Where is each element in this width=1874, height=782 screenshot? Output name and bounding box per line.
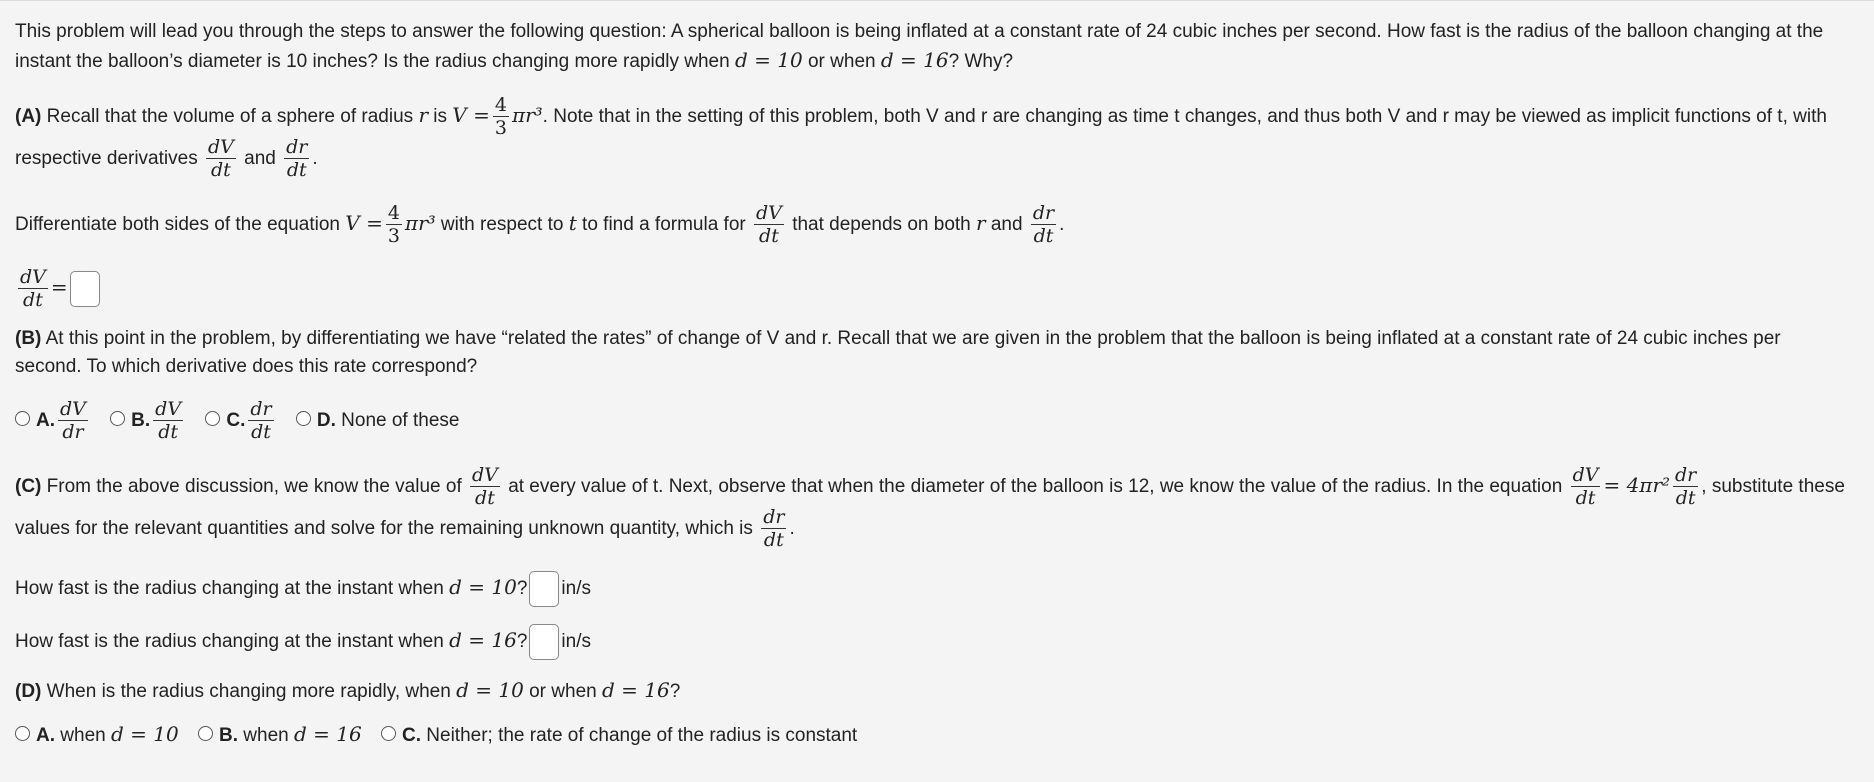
partC-question-1 bbox=[15, 567, 591, 609]
fraction-drdt bbox=[761, 506, 786, 551]
q2-mark: ? bbox=[516, 631, 528, 652]
partD-option-b[interactable] bbox=[198, 721, 362, 749]
fraction-dVdt bbox=[1571, 464, 1601, 509]
option-letter: D. bbox=[316, 410, 336, 431]
math-r: r bbox=[418, 103, 428, 127]
frac-num: dV bbox=[472, 464, 498, 487]
fraction-drdt bbox=[1031, 202, 1056, 247]
partA-answer-row bbox=[15, 259, 102, 317]
fraction-4-3 bbox=[386, 202, 402, 247]
partA-diff-text-5: and bbox=[985, 214, 1023, 235]
frac-den: 3 bbox=[494, 117, 507, 140]
frac-den: 3 bbox=[387, 225, 400, 248]
radio-button[interactable] bbox=[205, 411, 220, 426]
fraction-drdt bbox=[284, 136, 309, 181]
math-d16: d = 16 bbox=[449, 628, 517, 652]
frac-den: dt bbox=[1571, 486, 1601, 509]
math-pi-r3: πr³ bbox=[511, 103, 543, 127]
math-r: r bbox=[976, 211, 986, 235]
frac-num: dr bbox=[286, 136, 308, 159]
option-letter: A. bbox=[36, 410, 55, 431]
frac-num: dV bbox=[756, 202, 782, 225]
q1-text: How fast is the radius changing at the instant when bbox=[15, 578, 450, 599]
frac-den: dt bbox=[284, 158, 309, 181]
frac-num: dV bbox=[207, 136, 234, 159]
math-V-eq: V = bbox=[345, 211, 383, 235]
frac-den: dt bbox=[470, 486, 500, 509]
partB-option-b[interactable] bbox=[110, 393, 186, 449]
partB-option-a[interactable] bbox=[15, 393, 91, 449]
frac-num: dr bbox=[763, 506, 785, 529]
radio-button[interactable] bbox=[15, 726, 30, 741]
partB-text-2: second. To which derivative does this rate correspond? bbox=[15, 356, 478, 377]
option-text: None of these bbox=[341, 410, 460, 431]
period: . bbox=[1059, 214, 1065, 235]
math-d10: d = 10 bbox=[110, 722, 179, 746]
partB-text-1: At this point in the problem, by differentiating we have “related the rates” of change of V and r. Recall that we are given in the problem that the balloon is being inflated at a constant rate of 24 cubic inches per bbox=[41, 328, 1781, 349]
partD-line-1 bbox=[15, 677, 680, 705]
frac-den: dt bbox=[1031, 224, 1056, 247]
math-equals: = bbox=[50, 275, 68, 299]
frac-den: dt bbox=[1673, 486, 1698, 509]
fraction-dVdt bbox=[18, 266, 48, 311]
partC-label: (C) bbox=[15, 476, 42, 497]
rate-d10-input[interactable] bbox=[529, 571, 559, 607]
partD-option-a[interactable] bbox=[15, 721, 179, 749]
intro-text-1: This problem will lead you through the steps to answer the following question: A spherical balloon is being inflated at a constant rate of 24 cubic inches per second. How fast is the radius of the balloon changing at the bbox=[15, 21, 1824, 42]
period: . bbox=[789, 518, 795, 539]
partD-text-3: ? bbox=[669, 681, 681, 702]
fraction-dVdt bbox=[153, 398, 183, 443]
option-letter: C. bbox=[226, 410, 246, 431]
partA-is: is bbox=[428, 106, 453, 127]
fraction-drdt bbox=[248, 398, 273, 443]
partD-text-1: When is the radius changing more rapidly, when bbox=[41, 681, 457, 702]
intro-line-1 bbox=[15, 19, 1823, 45]
option-text: when bbox=[55, 725, 111, 746]
partA-label: (A) bbox=[15, 106, 42, 127]
fraction-drdt bbox=[1673, 464, 1698, 509]
fraction-dVdt bbox=[206, 136, 236, 181]
math-V-eq: V = bbox=[452, 103, 490, 127]
period: . bbox=[312, 148, 318, 169]
partD-label: (D) bbox=[15, 681, 42, 702]
partD-options bbox=[15, 721, 871, 749]
partB-line-1 bbox=[15, 326, 1781, 352]
partA-text-3: respective derivatives bbox=[15, 148, 198, 169]
partC-text-4: values for the relevant quantities and solve for the remaining unknown quantity, which is bbox=[15, 518, 753, 539]
radio-button[interactable] bbox=[110, 411, 125, 426]
radio-button[interactable] bbox=[198, 726, 213, 741]
partB-label: (B) bbox=[15, 328, 42, 349]
frac-num: dr bbox=[250, 398, 272, 421]
fraction-dVdr bbox=[58, 398, 88, 443]
option-letter: B. bbox=[219, 725, 238, 746]
fraction-dVdt bbox=[754, 202, 784, 247]
frac-den: dt bbox=[761, 528, 786, 551]
partB-option-c[interactable] bbox=[205, 393, 276, 449]
frac-den: dt bbox=[153, 420, 183, 443]
frac-num: dr bbox=[1032, 202, 1055, 225]
partA-line-2 bbox=[15, 131, 318, 187]
math-4pir2: = 4πr² bbox=[1603, 473, 1671, 497]
partA-text-1: Recall that the volume of a sphere of radius bbox=[41, 106, 419, 127]
partB-options bbox=[15, 393, 473, 449]
partB-option-d[interactable] bbox=[296, 393, 460, 449]
partC-text-3: , substitute these bbox=[1701, 476, 1845, 497]
option-letter: A. bbox=[36, 725, 55, 746]
intro-text-4: ? Why? bbox=[948, 51, 1014, 72]
math-d16: d = 16 bbox=[293, 722, 362, 746]
option-text: when bbox=[238, 725, 294, 746]
option-text: Neither; the rate of change of the radius is constant bbox=[421, 725, 858, 746]
frac-den: dt bbox=[206, 158, 236, 181]
math-d10: d = 10 bbox=[449, 575, 517, 599]
partC-line-2 bbox=[15, 501, 795, 557]
frac-den: dt bbox=[754, 224, 784, 247]
frac-num: 4 bbox=[387, 202, 400, 225]
frac-num: dV bbox=[20, 266, 46, 289]
partA-diff-text-1: Differentiate both sides of the equation bbox=[15, 214, 346, 235]
math-t: t bbox=[568, 211, 577, 235]
partD-option-c[interactable] bbox=[381, 723, 857, 749]
math-d10: d = 10 bbox=[456, 678, 524, 702]
partA-diff-text-4: that depends on both bbox=[792, 214, 977, 235]
intro-text-3: or when bbox=[802, 51, 881, 72]
partD-text-2: or when bbox=[523, 681, 602, 702]
partC-text-2: at every value of t. Next, observe that when the diameter of the balloon is 12, we know the value of the radius. In the equation bbox=[508, 476, 1563, 497]
math-d10: d = 10 bbox=[734, 48, 803, 72]
q1-mark: ? bbox=[516, 578, 528, 599]
partA-line-3 bbox=[15, 195, 1064, 253]
partA-text-2: . Note that in the setting of this problem, both V and r are changing as time t changes, and thus both V and r may be viewed as implicit functions of t, with bbox=[542, 106, 1827, 127]
math-d16: d = 16 bbox=[601, 678, 670, 702]
radio-button[interactable] bbox=[296, 411, 311, 426]
partC-question-2 bbox=[15, 620, 591, 662]
frac-den: dt bbox=[18, 288, 48, 311]
option-letter: B. bbox=[131, 410, 151, 431]
partB-line-2 bbox=[15, 354, 477, 380]
frac-num: dV bbox=[1572, 464, 1599, 487]
unit-label: in/s bbox=[561, 631, 591, 652]
option-letter: C. bbox=[402, 725, 421, 746]
partA-and: and bbox=[244, 148, 276, 169]
partA-diff-text-3: to find a formula for bbox=[576, 214, 746, 235]
math-pi-r3: πr³ bbox=[404, 211, 436, 235]
frac-num: dV bbox=[155, 398, 182, 421]
fraction-4-3 bbox=[493, 94, 509, 139]
frac-den: dr bbox=[58, 420, 88, 443]
partA-diff-text-2: with respect to bbox=[435, 214, 569, 235]
intro-text-2: instant the balloon’s diameter is 10 inches? Is the radius changing more rapidly when bbox=[15, 51, 735, 72]
frac-num: dr bbox=[1675, 464, 1697, 487]
radio-button[interactable] bbox=[381, 726, 396, 741]
q2-text: How fast is the radius changing at the instant when bbox=[15, 631, 450, 652]
partC-text-1: From the above discussion, we know the value of bbox=[41, 476, 462, 497]
frac-num: dV bbox=[60, 398, 86, 421]
frac-den: dt bbox=[248, 420, 273, 443]
dVdt-answer-input[interactable] bbox=[70, 271, 100, 307]
frac-num: 4 bbox=[494, 94, 507, 117]
math-d16: d = 16 bbox=[880, 48, 949, 72]
rate-d16-input[interactable] bbox=[529, 624, 559, 660]
unit-label: in/s bbox=[561, 578, 591, 599]
intro-line-2 bbox=[15, 47, 1013, 75]
radio-button[interactable] bbox=[15, 411, 30, 426]
